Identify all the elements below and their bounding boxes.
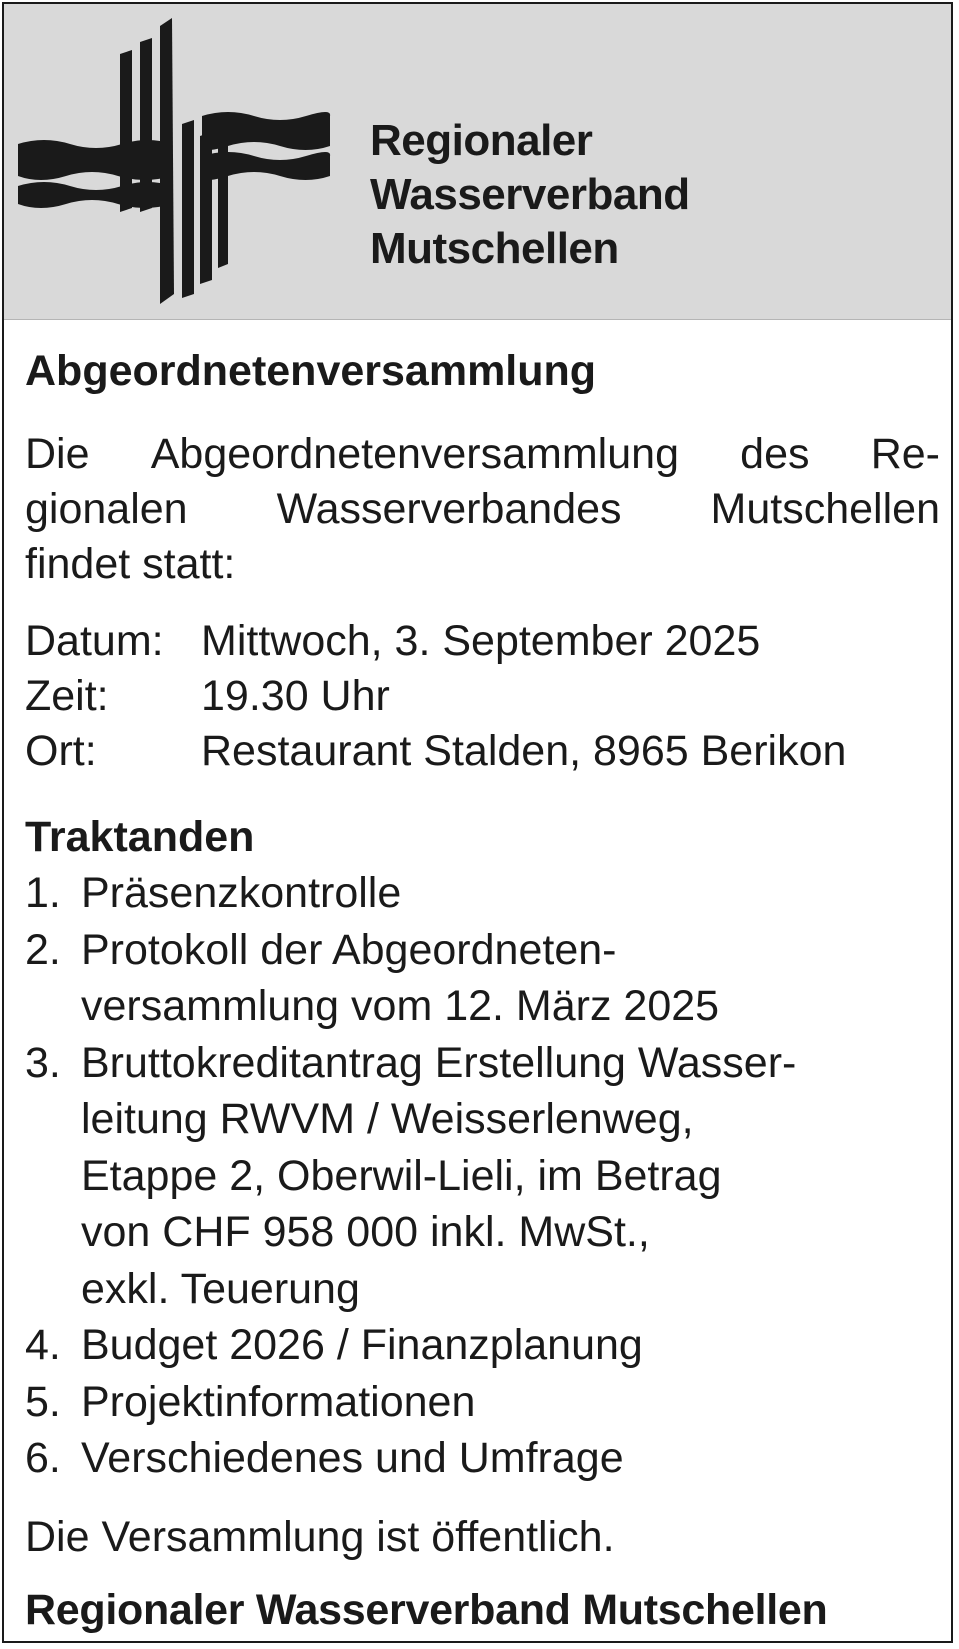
detail-row-time [25,669,846,724]
agenda-text [81,1374,475,1431]
agenda-text [81,1317,643,1374]
org-name-line: Wasserverband [370,170,690,219]
detail-label: Zeit: [25,672,109,720]
agenda-title: Traktanden [25,813,255,861]
intro-word: Die [25,430,90,478]
agenda-line: Präsenzkontrolle [81,869,402,917]
agenda-line: exkl. Teuerung [81,1264,360,1313]
agenda-text [81,865,401,922]
org-name-block [370,114,690,276]
agenda-number: 1. [25,869,61,917]
agenda-line: Bruttokreditantrag Erstellung Wasser- [81,1038,797,1087]
intro-word: gionalen [25,485,188,533]
water-association-logo-icon [14,12,334,312]
agenda-text [81,1035,796,1318]
agenda-line: Budget 2026 / Finanzplanung [81,1321,643,1369]
agenda-line: Etappe 2, Oberwil-Lieli, im Betrag [81,1151,722,1200]
agenda-line: versammlung vom 12. März 2025 [81,982,720,1030]
org-name-line: Mutschellen [370,224,619,273]
org-name-line: Regionaler [370,116,593,165]
agenda-number: 5. [25,1377,61,1426]
detail-row-location [25,724,846,779]
agenda-item [25,1374,796,1431]
agenda-line: Protokoll der Abgeordneten- [81,925,617,974]
notice-frame [2,2,953,1643]
meeting-details [25,614,846,779]
detail-row-date [25,614,846,669]
agenda-text [81,922,719,1035]
header-band [4,4,951,320]
agenda-number: 3. [25,1038,61,1087]
agenda-item [25,1035,796,1318]
agenda-number: 6. [25,1434,61,1482]
notice-title: Abgeordnetenversammlung [25,347,597,395]
intro-word: des [740,430,810,478]
detail-label: Datum: [25,617,164,665]
agenda-text [81,1430,624,1487]
intro-word: Mutschellen [710,485,940,533]
agenda-line: Verschiedenes und Umfrage [81,1434,624,1482]
agenda-item [25,1430,796,1487]
detail-label: Ort: [25,727,97,775]
signature: Regionaler Wasserverband Mutschellen [25,1586,828,1634]
agenda-item [25,922,796,1035]
closing-statement: Die Versammlung ist öffentlich. [25,1513,615,1561]
intro-line [25,537,940,592]
agenda-list [25,865,796,1487]
intro-line [25,427,940,482]
intro-word: Re- [870,430,940,478]
agenda-line: leitung RWVM / Weisserlenweg, [81,1095,694,1143]
intro-word: Abgeordnetenversammlung [150,430,679,478]
detail-value: Restaurant Stalden, 8965 Berikon [201,727,847,775]
detail-value: 19.30 Uhr [201,672,390,720]
agenda-line: von CHF 958 000 inkl. MwSt., [81,1208,650,1256]
intro-line [25,482,940,537]
intro-word: Wasserverbandes [276,485,622,533]
agenda-number: 4. [25,1321,61,1369]
intro-word: findet statt: [25,540,236,588]
agenda-item [25,865,796,922]
intro-paragraph [25,427,940,592]
detail-value: Mittwoch, 3. September 2025 [201,617,761,665]
agenda-number: 2. [25,925,61,974]
agenda-line: Projektinformationen [81,1377,476,1426]
agenda-item [25,1317,796,1374]
